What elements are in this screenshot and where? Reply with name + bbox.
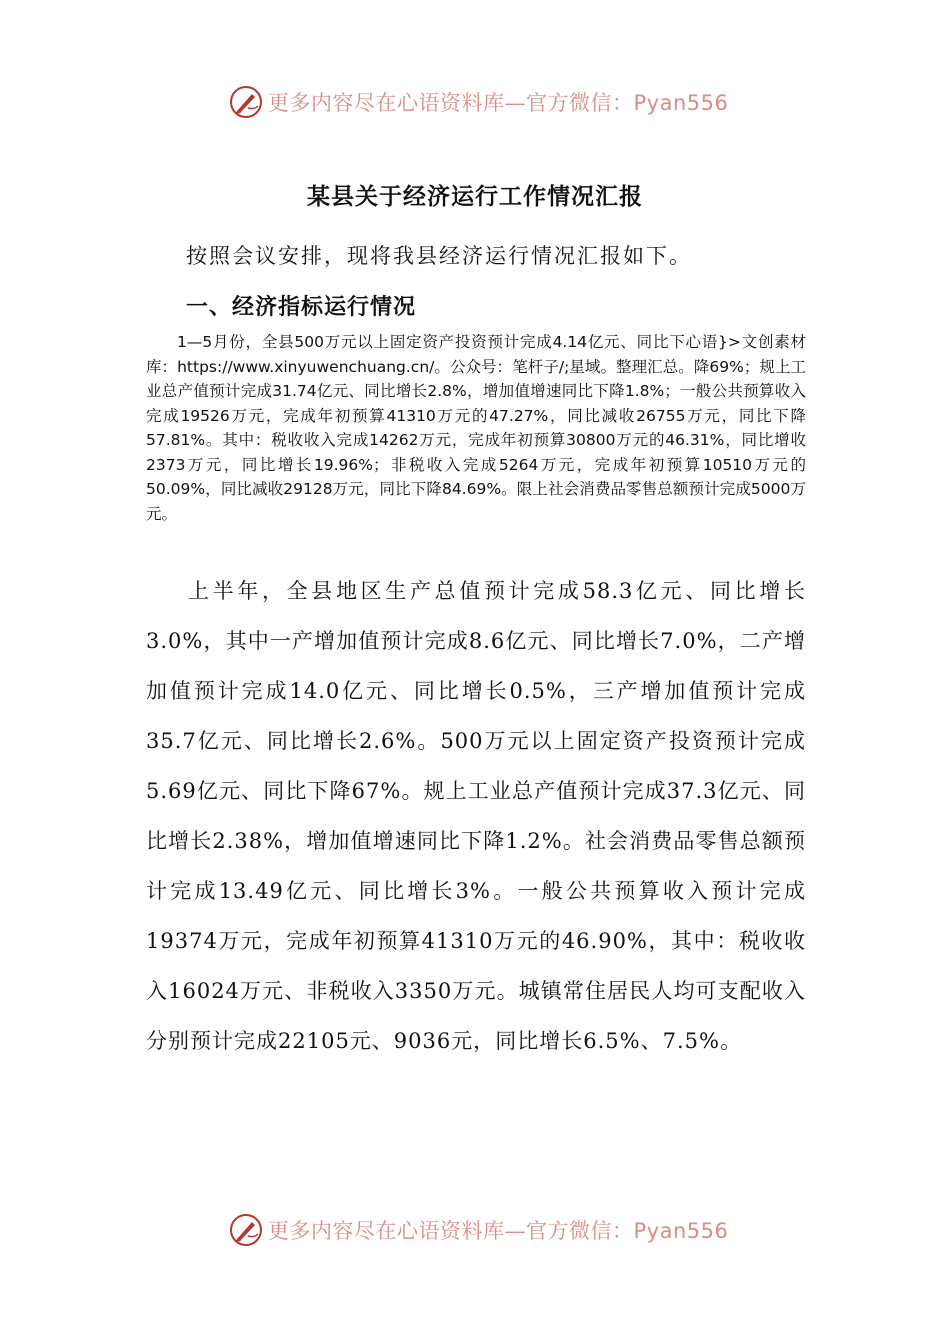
body-paragraph-large: 上半年，全县地区生产总值预计完成58.3亿元、同比增长3.0%，其中一产增加值预计完成8.6亿元、同比增长7.0%，二产增加值预计完成14.0亿元、同比增长0.5%，三产增加值预计完成35.7亿元、同比增长2.6%。500万元以上固定资产投资预计完成5.69亿元、同比下降67%。规上工业总产值预计完成37.3亿元、同比增长2.38%，增加值增速同比下降1.2%。社会消费品零售总额预计完成13.49亿元、同比增长3%。一般公共预算收入预计完成19374万元，完成年初预算41310万元的46.90%，其中：税收收入16024万元、非税收入3350万元。城镇常住居民人均可支配收入分别预计完成22105元、9036元，同比增长6.5%、7.5%。 <box>146 579 806 1053</box>
banner-text: 更多内容尽在心语资料库—官方微信： <box>268 91 634 115</box>
section-heading: 一、经济指标运行情况 <box>186 294 417 320</box>
banner-wechat-id: Pyan556 <box>633 91 729 115</box>
pen-logo-icon <box>228 84 264 120</box>
header-watermark-banner <box>228 82 748 122</box>
document-title: 某县关于经济运行工作情况汇报 <box>307 183 643 210</box>
footer-watermark-banner <box>228 1210 748 1250</box>
intro-paragraph: 按照会议安排，现将我县经济运行情况汇报如下。 <box>186 244 692 268</box>
body-paragraph-small: 1—5月份，全县500万元以上固定资产投资预计完成4.14亿元、同比下心语}>文创素材库：https://www.xinyuwenchuang.cn/。公众号：笔杆子/;星域。整理汇总。降69%；规上工业总产值预计完成31.74亿元、同比增长2.8%，增加值增速同比下降1.8%；一般公共预算收入完成19526万元，完成年初预算41310万元的47.27%，同比减收26755万元，同比下降57.81%。其中：税收收入完成14262万元，完成年初预算30800万元的46.31%，同比增收2373万元，同比增长19.96%；非税收入完成5264万元，完成年初预算10510万元的50.09%，同比减收29128万元，同比下降84.69%。限上社会消费品零售总额预计完成5000万元。 <box>146 333 806 523</box>
pen-logo-icon <box>228 1212 264 1248</box>
banner-wechat-id: Pyan556 <box>633 1219 729 1243</box>
banner-text: 更多内容尽在心语资料库—官方微信： <box>268 1219 634 1243</box>
